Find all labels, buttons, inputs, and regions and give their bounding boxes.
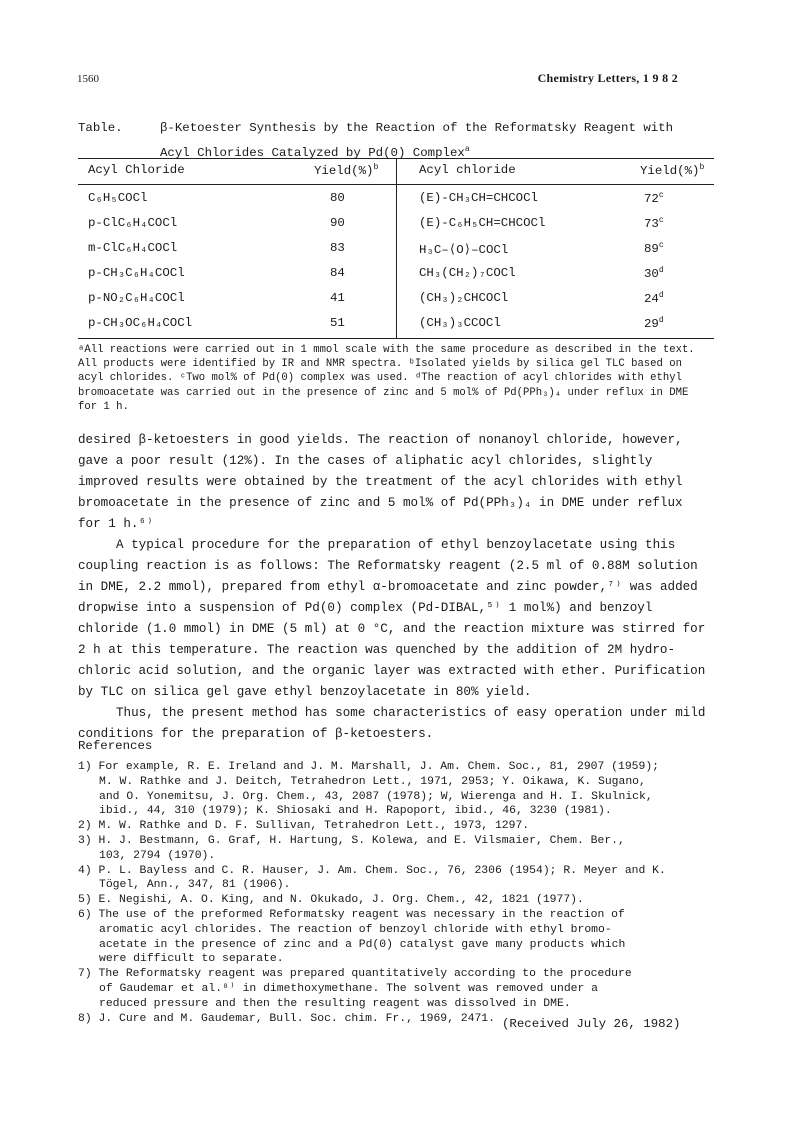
reference-line: 2) M. W. Rathke and D. F. Sullivan, Tetrahedron Lett., 1973, 1297. xyxy=(78,820,530,833)
body-line: by TLC on silica gel gave ethyl benzoylacetate in 80% yield. xyxy=(78,685,532,699)
table-row-yield-right: 73$^c$ xyxy=(644,216,664,232)
header-acyl-chloride-left: Acyl Chloride xyxy=(88,163,185,177)
table-row-yield-left: 51 xyxy=(330,316,345,330)
table-row-yield-right: 89$^c$ xyxy=(644,241,664,257)
caption-label: Table. xyxy=(78,121,123,135)
reference-line: were difficult to separate. xyxy=(99,953,284,966)
reference-line: 8) J. Cure and M. Gaudemar, Bull. Soc. chim. Fr., 1969, 2471. xyxy=(78,1012,495,1025)
table-row-yield-right: 29$^d$ xyxy=(644,316,664,332)
table-footnotes xyxy=(78,343,718,414)
body-line: A typical procedure for the preparation of ethyl benzoylacetate using this xyxy=(116,538,676,552)
table-row-yield-left: 80 xyxy=(330,191,345,205)
body-line: Thus, the present method has some characteristics of easy operation under mild xyxy=(116,706,706,720)
table-row-acyl-left: p-ClC₆H₄COCl xyxy=(88,216,178,230)
footnote-line: bromoacetate was carried out in the presence of zinc and 5 mol% of Pd(PPh₃)₄ under reflux in DME xyxy=(78,386,689,399)
body-line: for 1 h.⁶⁾ xyxy=(78,517,154,531)
reference-line: and O. Yonemitsu, J. Org. Chem., 43, 2087 (1978); W, Wierenga and H. I. Skulnick, xyxy=(99,790,653,803)
table-row-yield-right: 24$^d$ xyxy=(644,291,664,307)
table-row-yield-right: 30$^d$ xyxy=(644,266,664,282)
caption-line-1 xyxy=(78,118,728,139)
reference-line: 7) The Reformatsky reagent was prepared quantitatively according to the procedure xyxy=(78,968,632,981)
body-line: coupling reaction is as follows: The Reformatsky reagent (2.5 ml of 0.88M solution xyxy=(78,559,698,573)
body-line: improved results were obtained by the treatment of the acyl chlorides with ethyl xyxy=(78,475,683,489)
table-column-divider xyxy=(396,158,397,338)
table-row-acyl-right: (E)-CH₃CH=CHCOCl xyxy=(419,191,538,205)
table-row-acyl-right: CH₃(CH₂)₇COCl xyxy=(419,266,516,280)
body-line: in DME, 2.2 mmol), prepared from ethyl α-bromoacetate and zinc powder,⁷⁾ was added xyxy=(78,580,698,594)
body-line: chloric acid solution, and the organic layer was extracted with ether. Purification xyxy=(78,664,706,678)
header-acyl-chloride-right: Acyl chloride xyxy=(419,163,516,177)
reference-line: 5) E. Negishi, A. O. King, and N. Okukado, J. Org. Chem., 42, 1821 (1977). xyxy=(78,894,584,907)
body-line: gave a poor result (12%). In the cases of aliphatic acyl chlorides, slightly xyxy=(78,454,653,468)
page-number: 1560 xyxy=(77,73,99,85)
table-row-yield-left: 84 xyxy=(330,266,345,280)
table-row-yield-left: 90 xyxy=(330,216,345,230)
table-row-yield-left: 41 xyxy=(330,291,345,305)
reference-line: acetate in the presence of zinc and a Pd(0) catalyst gave many products which xyxy=(99,938,626,951)
received-date: (Received July 26, 1982) xyxy=(502,1017,681,1031)
table-row-acyl-left: p-CH₃C₆H₄COCl xyxy=(88,266,185,280)
caption-text-1: β-Ketoester Synthesis by the Reaction of the Reformatsky Reagent with xyxy=(160,121,674,135)
caption-footnote-mark: a xyxy=(464,145,470,154)
table-row-acyl-left: p-CH₃OC₆H₄COCl xyxy=(88,316,193,330)
header-yield-right: Yield(%)$^b$ xyxy=(640,163,705,179)
footnote-line: All products were identified by IR and NMR spectra. ᵇIsolated yields by silica gel TLC based on xyxy=(78,358,682,371)
references-heading: References xyxy=(78,739,153,753)
header-yield-left: Yield(%)$^b$ xyxy=(314,163,379,179)
table-header-rule xyxy=(78,184,714,185)
table-row-acyl-right: H₃C–⟨O⟩–COCl xyxy=(419,243,509,257)
table-row-acyl-left: m-ClC₆H₄COCl xyxy=(88,241,178,255)
references-list xyxy=(78,760,718,1026)
footnote-line: ᵃAll reactions were carried out in 1 mmol scale with the same procedure as described in the text. xyxy=(78,344,695,356)
footnote-line: acyl chlorides. ᶜTwo mol% of Pd(0) complex was used. ᵈThe reaction of acyl chlorides with ethyl xyxy=(78,372,682,385)
table-row-acyl-right: (CH₃)₃CCOCl xyxy=(419,316,501,330)
reference-line: 1) For example, R. E. Ireland and J. M. Marshall, J. Am. Chem. Soc., 81, 2907 (1959); xyxy=(78,761,660,773)
reference-line: aromatic acyl chlorides. The reaction of benzoyl chloride with ethyl bromo- xyxy=(99,923,612,936)
table-row-yield-left: 83 xyxy=(330,241,345,255)
reference-line: 4) P. L. Bayless and C. R. Hauser, J. Am. Chem. Soc., 76, 2306 (1954); R. Meyer and K. xyxy=(78,864,666,877)
reference-line: of Gaudemar et al.⁸⁾ in dimethoxymethane. The solvent was removed under a xyxy=(99,982,599,995)
journal-title: Chemistry Letters, 1 9 8 2 xyxy=(537,71,678,85)
body-line: conditions for the preparation of β-ketoesters. xyxy=(78,727,434,741)
reference-line: reduced pressure and then the resulting reagent was dissolved in DME. xyxy=(99,997,571,1010)
table-row-yield-right: 72$^c$ xyxy=(644,191,664,207)
table-bottom-rule xyxy=(78,338,714,339)
table-row-acyl-right: (E)-C₆H₅CH=CHCOCl xyxy=(419,216,546,230)
reference-line: 3) H. J. Bestmann, G. Graf, H. Hartung, S. Kolewa, and E. Vilsmaier, Chem. Ber., xyxy=(78,834,625,847)
body-text xyxy=(78,430,718,745)
body-line: dropwise into a suspension of Pd(0) complex (Pd-DIBAL,⁵⁾ 1 mol%) and benzoyl xyxy=(78,601,653,615)
caption-text-2: Acyl Chlorides Catalyzed by Pd(0) Complex xyxy=(160,146,465,161)
body-line: 2 h at this temperature. The reaction was quenched by the addition of 2M hydro- xyxy=(78,643,676,657)
table-row-acyl-left: C₆H₅COCl xyxy=(88,191,148,205)
table-row-acyl-left: p-NO₂C₆H₄COCl xyxy=(88,291,185,305)
data-table xyxy=(78,158,714,348)
reference-line: 103, 2794 (1970). xyxy=(99,849,216,862)
reference-line: Tögel, Ann., 347, 81 (1906). xyxy=(99,879,291,892)
body-line: bromoacetate in the presence of zinc and 5 mol% of Pd(PPh₃)₄ in DME under reflux xyxy=(78,496,683,510)
body-line: desired β-ketoesters in good yields. The reaction of nonanoyl chloride, however, xyxy=(78,433,683,447)
reference-line: M. W. Rathke and J. Deitch, Tetrahedron Lett., 1971, 2953; Y. Oikawa, K. Sugano, xyxy=(99,775,646,788)
reference-line: ibid., 44, 310 (1979); K. Shiosaki and H. Rapoport, ibid., 46, 3230 (1981). xyxy=(99,805,612,818)
body-line: chloride (1.0 mmol) in DME (5 ml) at 0 °C, and the reaction mixture was stirred for xyxy=(78,622,706,636)
table-row-acyl-right: (CH₃)₂CHCOCl xyxy=(419,291,509,305)
reference-line: 6) The use of the preformed Reformatsky reagent was necessary in the reaction of xyxy=(78,908,625,921)
footnote-line: for 1 h. xyxy=(78,400,129,413)
